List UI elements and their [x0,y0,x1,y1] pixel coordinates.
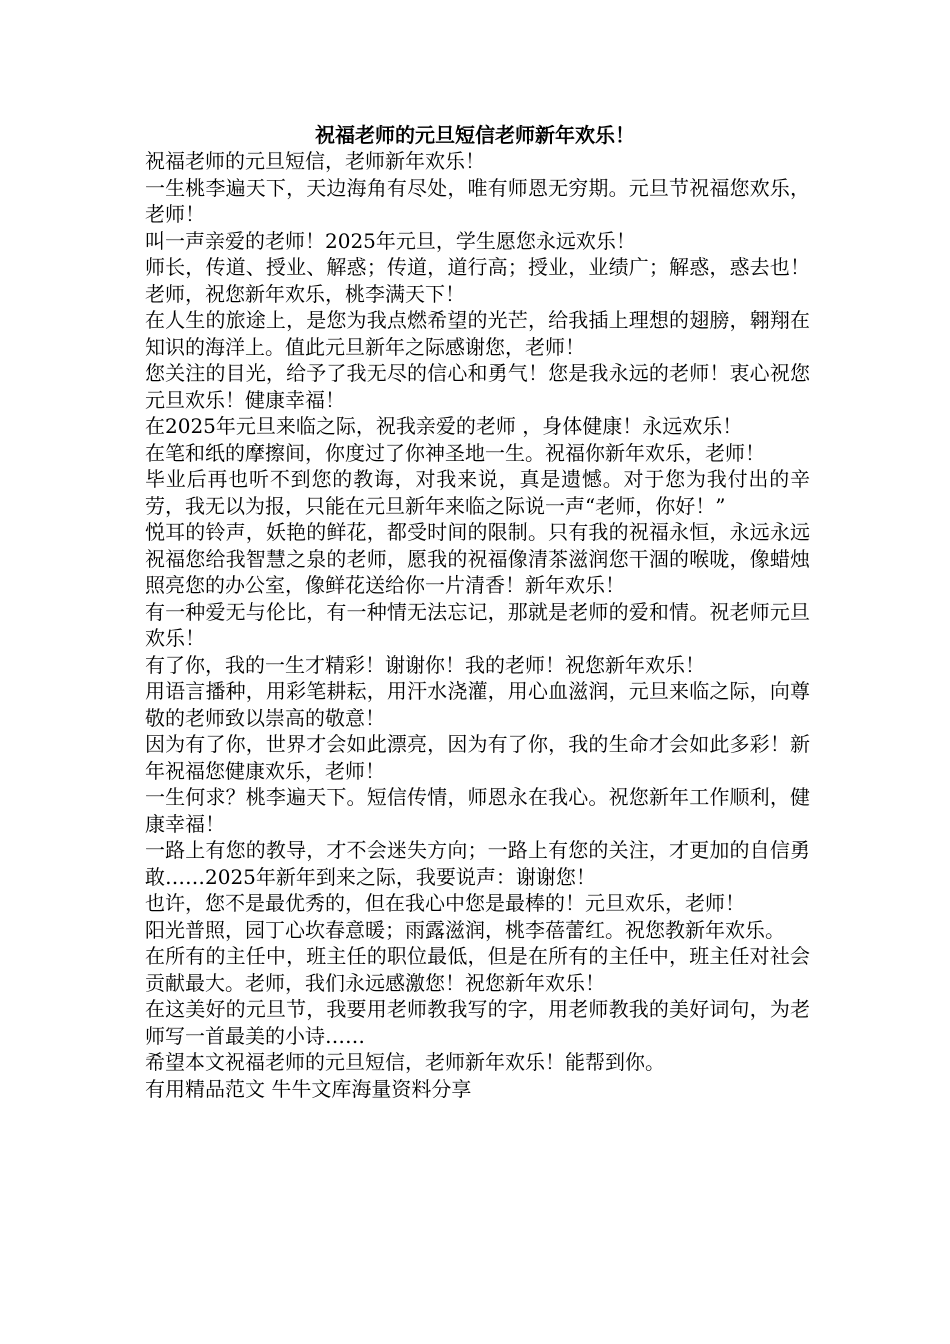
paragraph: 用语言播种，用彩笔耕耘，用汗水浇灌，用心血滋润，元旦来临之际，向尊敬的老师致以崇高的敬意！ [145,679,810,730]
paragraph: 祝福老师的元旦短信，老师新年欢乐！ [145,149,485,173]
paragraph: 阳光普照，园丁心坎春意暖；雨露滋润，桃李蓓蕾红。祝您教新年欢乐。 [145,917,785,942]
paragraph: 悦耳的铃声，妖艳的鲜花，都受时间的限制。只有我的祝福永恒，永远永远祝福您给我智慧之泉的老师，愿我的祝福像清茶滋润您干涸的喉咙，像蜡烛照亮您的办公室，像鲜花送给你一片清香！新年欢乐！ [145,520,810,597]
paragraph: 希望本文祝福老师的元旦短信，老师新年欢乐！能帮到你。 [145,1050,665,1074]
paragraph: 也许，您不是最优秀的，但在我心中您是最棒的！元旦欢乐，老师！ [145,891,745,915]
paragraph: 在所有的主任中，班主任的职位最低，但是在所有的主任中，班主任对社会贡献最大。老师，我们永远感激您！祝您新年欢乐！ [145,944,810,995]
paragraph: 您关注的目光，给予了我无尽的信心和勇气！您是我永远的老师！衷心祝您元旦欢乐！健康幸福！ [145,361,810,412]
paragraph: 师长，传道、授业、解惑；传道，道行高；授业，业绩广；解惑，惑去也！老师，祝您新年欢乐，桃李满天下！ [145,255,810,306]
paragraph: 在这美好的元旦节，我要用老师教我写的字，用老师教我的美好词句，为老师写一首最美的小诗…… [145,997,810,1048]
document-title: 祝福老师的元旦短信老师新年欢乐！ [315,123,635,147]
paragraph: 叫一声亲爱的老师！2025年元旦，学生愿您永远欢乐！ [145,228,636,253]
paragraph: 毕业后再也听不到您的教诲，对我来说，真是遗憾。对于您为我付出的辛劳，我无以为报，只能在元旦新年来临之际说一声“老师，你好！” [145,467,810,518]
paragraph: 在2025年元旦来临之际，祝我亲爱的老师 ，身体健康！永远欢乐！ [145,414,743,438]
footer-note: 有用精品范文 牛牛文库海量资料分享 [145,1076,472,1101]
paragraph: 一路上有您的教导，才不会迷失方向；一路上有您的关注，才更加的自信勇敢……2025年新年到来之际，我要说声：谢谢您！ [145,838,810,889]
document-body [145,148,810,1102]
paragraph: 一生桃李遍天下，天边海角有尽处，唯有师恩无穷期。元旦节祝福您欢乐，老师！ [145,175,810,226]
paragraph: 有一种爱无与伦比，有一种情无法忘记，那就是老师的爱和情。祝老师元旦欢乐！ [145,599,810,650]
paragraph: 在人生的旅途上，是您为我点燃希望的光芒，给我插上理想的翅膀，翱翔在知识的海洋上。值此元旦新年之际感谢您，老师！ [145,308,810,359]
paragraph: 因为有了你，世界才会如此漂亮，因为有了你，我的生命才会如此多彩！新年祝福您健康欢乐，老师！ [145,732,810,783]
paragraph: 有了你，我的一生才精彩！谢谢你！我的老师！祝您新年欢乐！ [145,652,705,677]
paragraph: 在笔和纸的摩擦间，你度过了你神圣地一生。祝福你新年欢乐，老师！ [145,440,765,465]
paragraph: 一生何求？桃李遍天下。短信传情，师恩永在我心。祝您新年工作顺利，健康幸福！ [145,785,810,836]
